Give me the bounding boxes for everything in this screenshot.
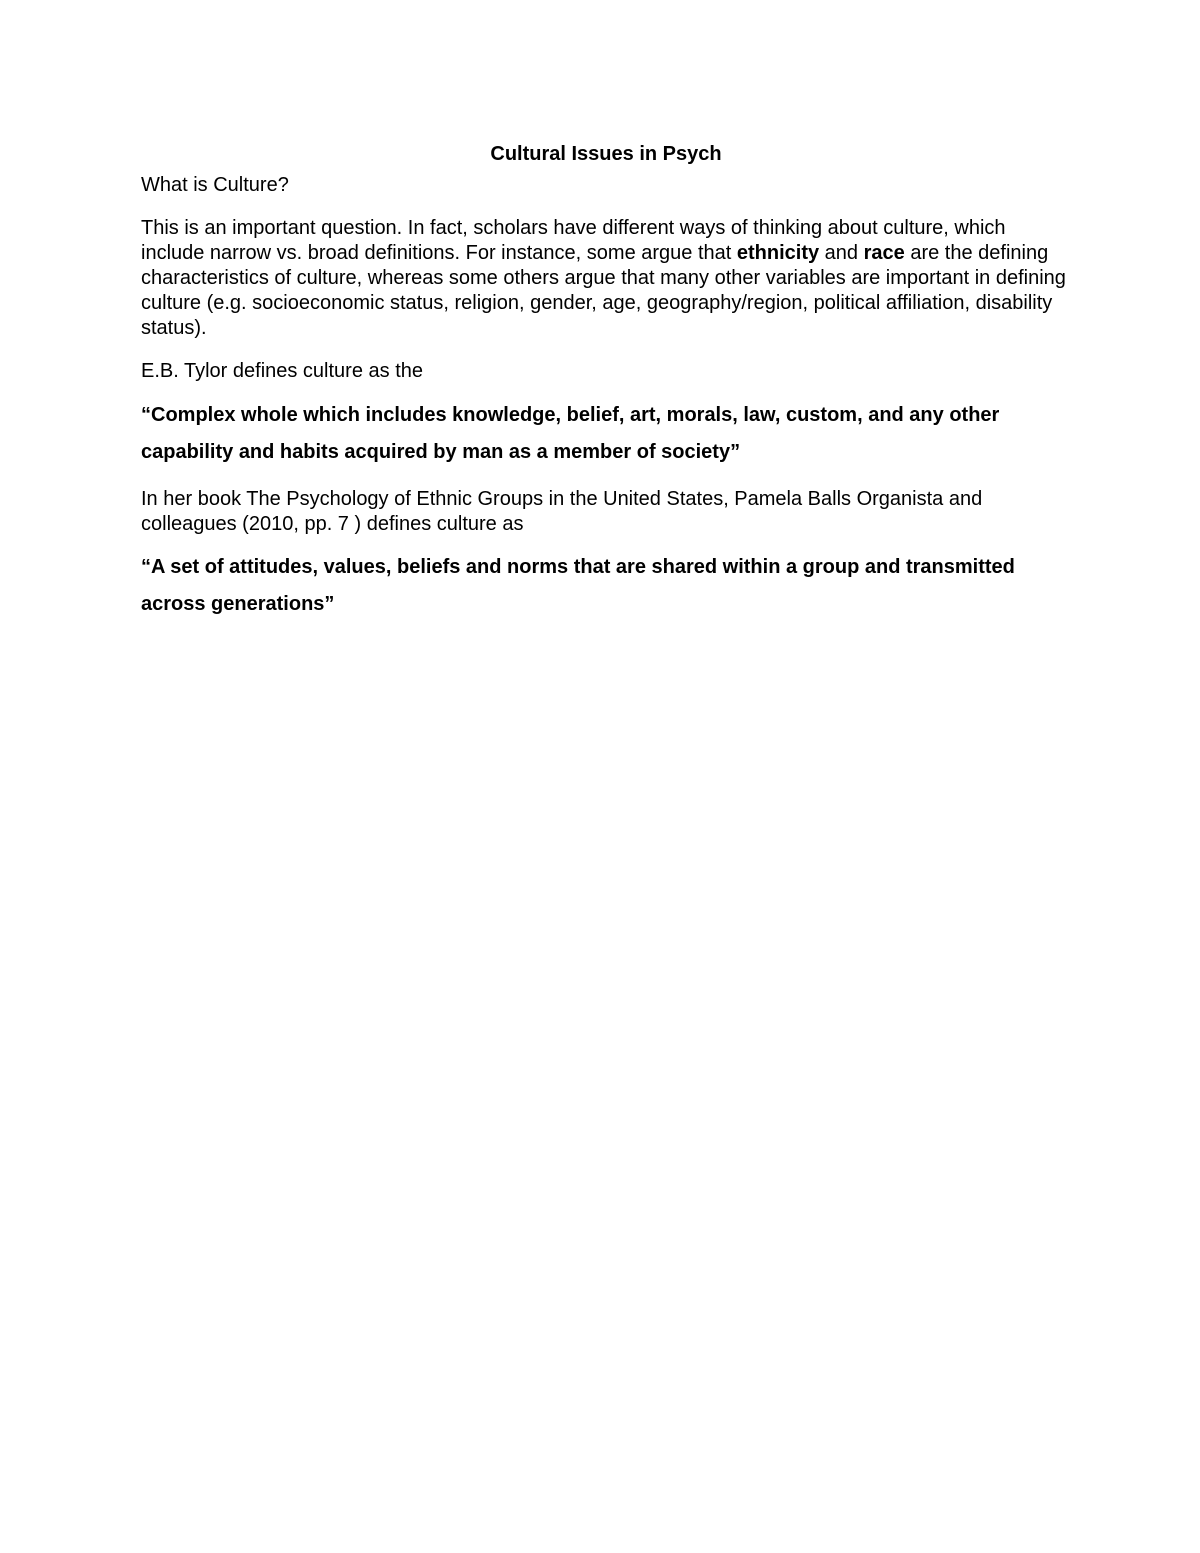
document-content bbox=[141, 140, 1071, 623]
document-title: Cultural Issues in Psych bbox=[490, 143, 722, 165]
book-quote: “A set of attitudes, values, beliefs and norms that are shared within a group and transmitted across generations” bbox=[141, 556, 1015, 615]
tylor-intro: E.B. Tylor defines culture as the bbox=[141, 360, 424, 382]
intro-text-1: This is an important question. In fact, scholars have different ways of thinking about culture, which include narrow vs. broad definitions. For instance, some argue that bbox=[141, 217, 1006, 264]
intro-bold-race: race bbox=[863, 242, 905, 264]
book-intro: In her book The Psychology of Ethnic Groups in the United States, Pamela Balls Organista and colleagues (2010, pp. 7 ) defines culture as bbox=[141, 488, 983, 535]
intro-bold-ethnicity: ethnicity bbox=[736, 242, 820, 264]
tylor-quote: “Complex whole which includes knowledge, belief, art, morals, law, custom, and any other capability and habits acquired by man as a member of society” bbox=[141, 404, 1000, 463]
intro-text-2: and bbox=[819, 242, 864, 264]
intro-text-3: are the defining characteristics of culture, whereas some others argue that many other variables are important in defining culture (e.g. socioeconomic status, religion, gender, age, geography/region, political affiliation, disability status). bbox=[141, 242, 1066, 339]
subheading: What is Culture? bbox=[141, 174, 289, 196]
intro-paragraph bbox=[141, 216, 1071, 341]
